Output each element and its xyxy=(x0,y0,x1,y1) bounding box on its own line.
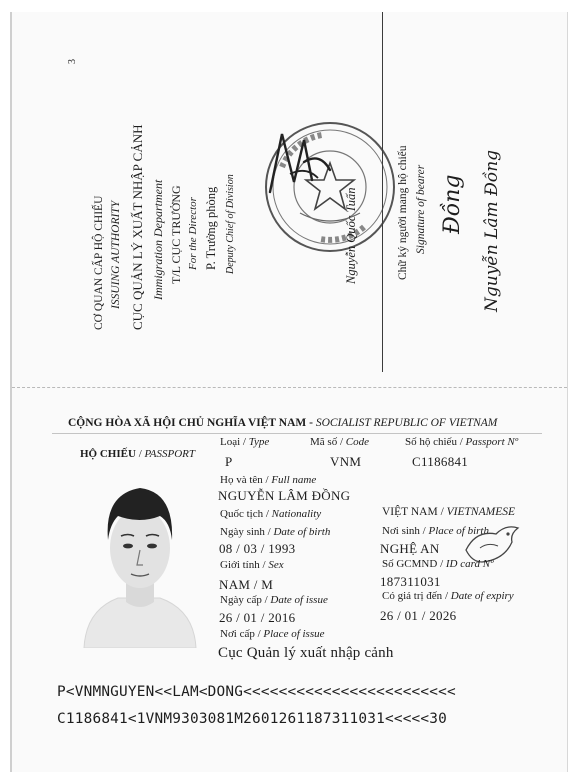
department-vi: CỤC QUẢN LÝ XUẤT NHẬP CẢNH xyxy=(130,124,145,330)
code-value: VNM xyxy=(330,454,362,469)
place-issue-value: Cục Quản lý xuất nhập cảnh xyxy=(218,645,394,661)
pob-label: Nơi sinh / Place of birth xyxy=(382,525,489,537)
mrz-line-2: C1186841<1VNM9303081M2601261187311031<<<<<30 xyxy=(57,711,448,727)
sex-value: NAM / M xyxy=(219,577,274,592)
endorsement-half xyxy=(12,12,567,388)
header-rule xyxy=(52,433,542,434)
bearer-signature: Đồng xyxy=(440,174,465,234)
deputy-en: Deputy Chief of Division xyxy=(225,174,236,274)
issue-date-value: 26 / 01 / 2016 xyxy=(219,610,296,625)
name-label: Họ và tên / Full name xyxy=(220,474,317,486)
country-vi: CỘNG HÒA XÃ HỘI CHỦ NGHĨA VIỆT NAM xyxy=(68,417,307,429)
sex-label: Giới tính / Sex xyxy=(220,559,284,571)
authority-signer-name: Nguyễn Quốc Tuấn xyxy=(344,187,358,284)
id-value: 187311031 xyxy=(380,574,441,589)
type-label: Loại / Type xyxy=(220,436,270,448)
passport-no-value: C1186841 xyxy=(412,454,469,469)
pob-value: NGHỆ AN xyxy=(380,541,440,556)
passport-no-label: Số hộ chiếu / Passport Nº xyxy=(405,436,519,448)
mrz-line-1: P<VNMNGUYEN<<LAM<DONG<<<<<<<<<<<<<<<<<<<<<<<< xyxy=(57,684,456,700)
country-header: CỘNG HÒA XÃ HỘI CHỦ NGHĨA VIỆT NAM - SOCIALIST REPUBLIC OF VIETNAM xyxy=(68,417,498,429)
bearer-signature-label-en: Signature of bearer xyxy=(415,164,427,254)
country-en: SOCIALIST REPUBLIC OF VIETNAM xyxy=(315,417,498,429)
name-value: NGUYỄN LÂM ĐỒNG xyxy=(218,488,351,503)
nationality-label: Quốc tịch / Nationality xyxy=(220,508,322,520)
director-en: For the Director xyxy=(187,197,199,270)
bearer-photo xyxy=(74,470,204,648)
deputy-vi: P. Trưởng phòng xyxy=(204,186,218,270)
document-title: HỘ CHIẾU / PASSPORT xyxy=(80,448,196,460)
expiry-label: Có giá trị đến / Date of expiry xyxy=(382,590,514,602)
issue-date-label: Ngày cấp / Date of issue xyxy=(220,594,328,606)
passport-page xyxy=(10,12,568,772)
type-value: P xyxy=(225,454,233,469)
issuing-authority-en: ISSUING AUTHORITY xyxy=(110,200,122,309)
code-label: Mã số / Code xyxy=(310,436,369,448)
dob-value: 08 / 03 / 1993 xyxy=(219,541,296,556)
page-number: 3 xyxy=(67,59,78,64)
id-label: Số GCMND / ID card Nº xyxy=(382,558,494,570)
dob-label: Ngày sinh / Date of birth xyxy=(220,526,331,538)
bearer-signature-label-vi: Chữ ký người mang hộ chiếu xyxy=(397,145,409,280)
nationality-value: VIỆT NAM / VIETNAMESE xyxy=(382,506,515,518)
bearer-handwritten-name: Nguyễn Lâm Đồng xyxy=(482,149,502,312)
expiry-value: 26 / 01 / 2026 xyxy=(380,608,457,623)
vertical-divider xyxy=(382,12,383,372)
department-en: Immigration Department xyxy=(151,179,165,300)
authority-signature-icon xyxy=(260,122,340,202)
director-vi: T/L CỤC TRƯỞNG xyxy=(169,185,183,284)
place-issue-label: Nơi cấp / Place of issue xyxy=(220,628,325,640)
issuing-authority-vi: CƠ QUAN CẤP HỘ CHIẾU xyxy=(93,195,105,330)
